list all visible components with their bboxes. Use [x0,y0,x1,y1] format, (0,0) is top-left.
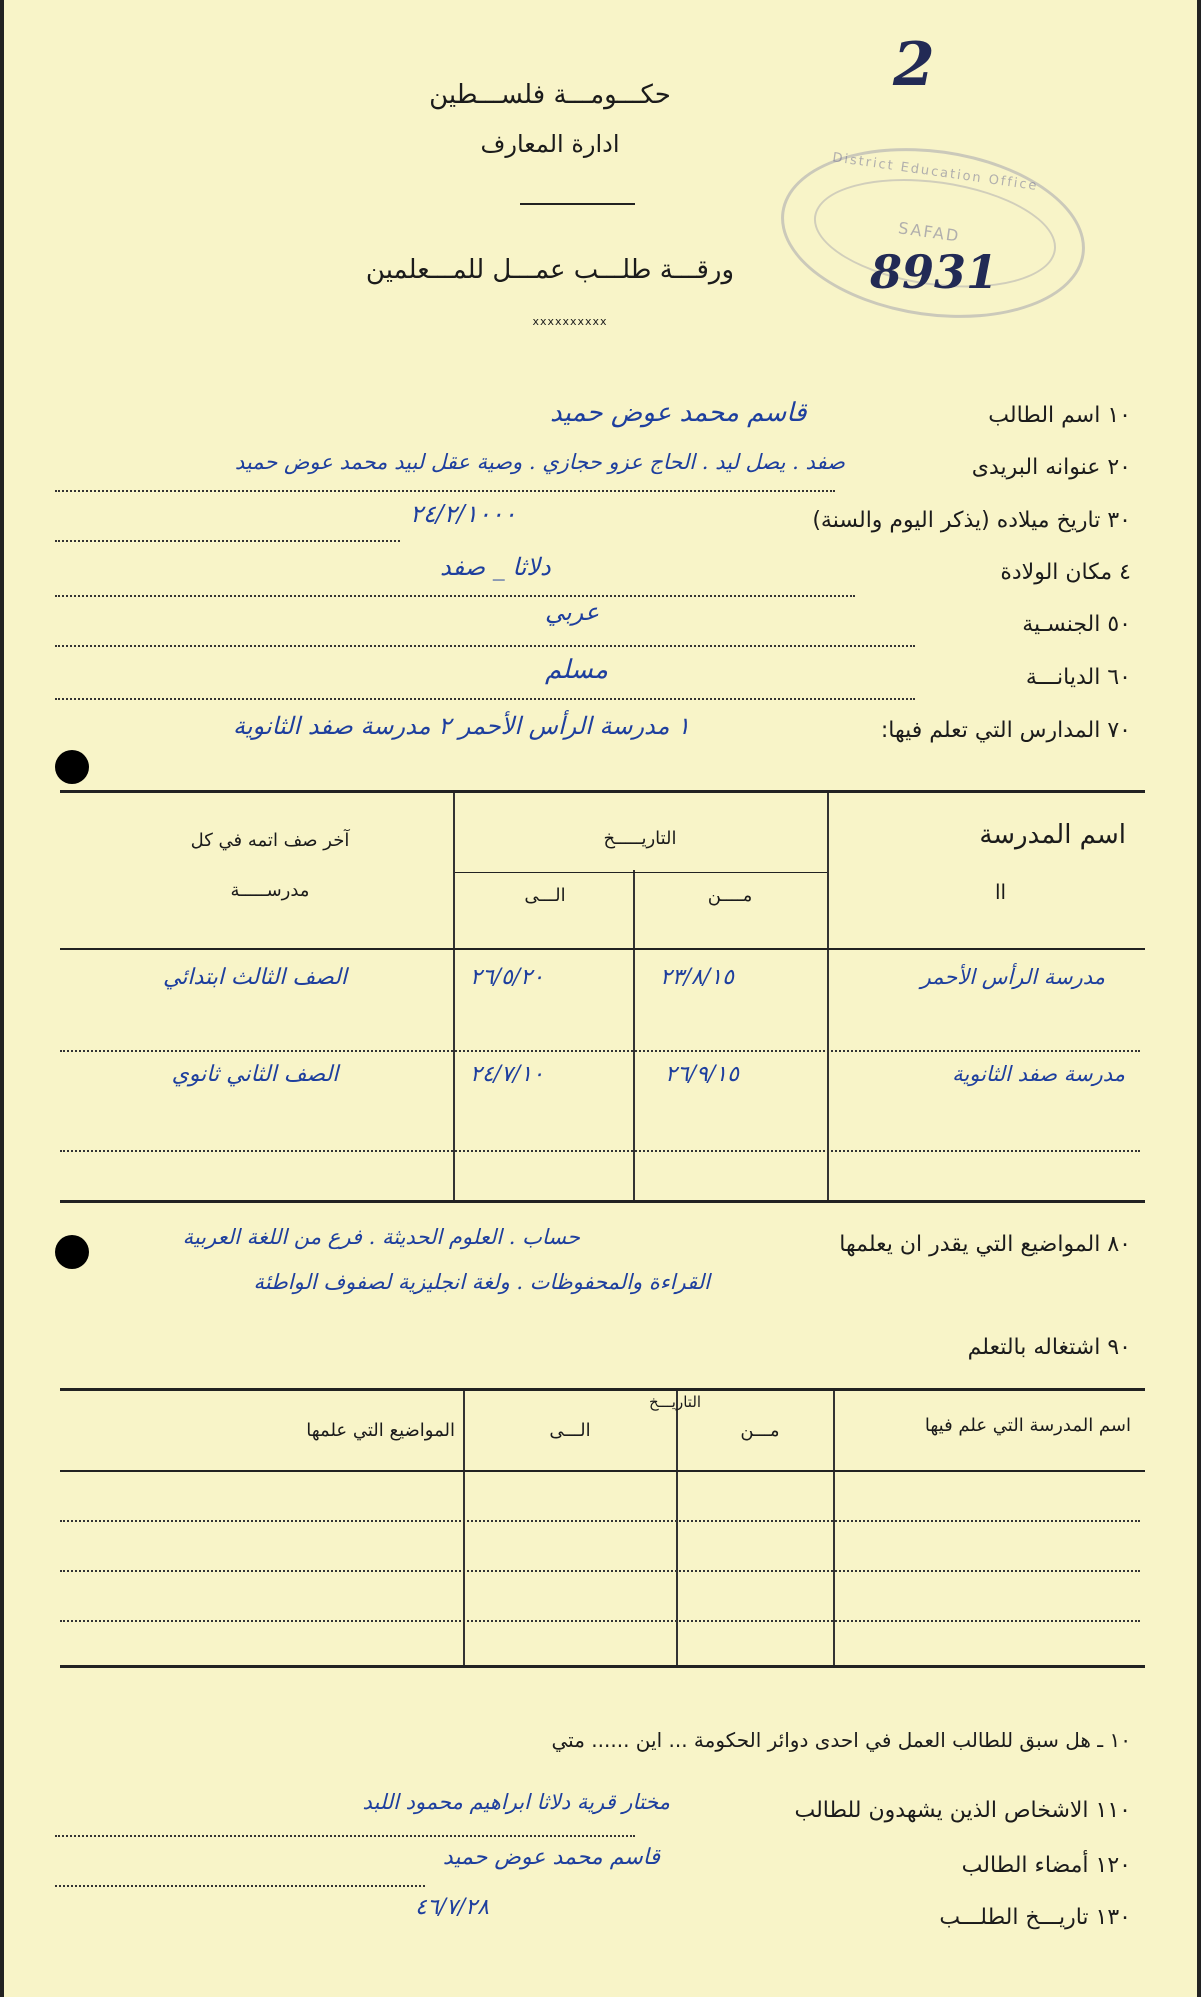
table2-row1-dots [60,1520,1140,1522]
punch-hole-bottom [55,1235,89,1269]
punch-hole-top [55,750,89,784]
table1-col-divider-2 [633,870,635,1203]
header-divider [520,203,635,205]
field-7-label: ٧٠ المدارس التي تعلم فيها: [880,718,1131,743]
field-5-dots [55,645,915,647]
table2-header-school: اسم المدرسة التي علم فيها [924,1415,1131,1436]
table1-row1-class: الصف الثالث ابتدائي [162,965,348,990]
table2-header-date: التاريـــخ [648,1393,702,1411]
table1-date-subdivider [455,872,827,873]
title-ornament: xxxxxxxxxx [532,315,608,328]
table1-header-last-class: آخر صف اتمه في كل [190,830,350,851]
header-department: ادارة المعارف [480,130,620,158]
field-3-dots [55,540,400,542]
table2-header-subjects: المواضيع التي علمها [306,1420,455,1441]
table1-header-school-mark: ll [995,880,1007,904]
table2-bottom-border [60,1665,1145,1668]
field-4-dots [55,595,855,597]
field-12-value: قاسم محمد عوض حميد [442,1845,660,1870]
table1-row3-dots [60,1150,1140,1152]
stamp-text: District Education Office [831,150,1040,195]
page-number: 2 [893,30,935,100]
table1-row2-class: الصف الثاني ثانوي [171,1062,339,1087]
field-11-dots [55,1835,635,1837]
field-4-label: ٤ مكان الولادة [1000,560,1131,585]
field-11-label: ١١٠ الاشخاص الذين يشهدون للطالب [794,1798,1131,1823]
table1-col-divider-1 [453,793,455,1203]
header-government: حكـــومـــة فلســـطين [429,80,671,110]
table2-header-to: الـــى [549,1420,591,1441]
field-5-value: عربي [545,598,600,626]
table2-row2-dots [60,1570,1140,1572]
table2-top-border [60,1388,1145,1391]
table1-header-from: مــــن [707,885,753,906]
field-2-label: ٢٠ عنوانه البريدى [971,455,1131,480]
field-13-label: ١٣٠ تاريـــخ الطلـــب [939,1905,1131,1930]
field-6-label: ٦٠ الديانـــة [1025,665,1131,690]
table1-row1-from: ٢٣/٨/١٥ [660,965,734,990]
right-edge [1197,0,1201,1997]
field-1-label: ١٠ اسم الطالب [988,403,1131,428]
field-10-label: ١٠ ـ هل سبق للطالب العمل في احدى دوائر الحكومة ... اين ...... متي [551,1728,1131,1752]
field-2-dots [55,490,835,492]
left-edge [0,0,4,1997]
office-stamp [770,130,1096,337]
reference-number: 8931 [870,245,999,299]
table1-row1-to: ٢٦/٥/٢٠ [470,965,544,990]
field-13-value: ٤٦/٧/٢٨ [415,1895,489,1920]
field-6-value: مسلم [545,655,609,685]
table1-top-border [60,790,1145,793]
table1-col-divider-3 [827,793,829,1203]
table1-header-to: الـــى [524,885,566,906]
table2-col-divider-2 [676,1391,678,1668]
field-5-label: ٥٠ الجنسـية [1022,612,1131,637]
stamp-city: SAFAD [897,218,962,246]
table1-row2-school: مدرسة صفد الثانوية [952,1062,1125,1086]
field-8-label: ٨٠ المواضيع التي يقدر ان يعلمها [839,1232,1131,1257]
table1-row2-to: ٢٤/٧/١٠ [470,1062,544,1087]
field-9-label: ٩٠ اشتغاله بالتعلم [967,1335,1131,1360]
table2-header-bottom-border [60,1470,1145,1472]
table1-row2-from: ٢٦/٩/١٥ [665,1062,739,1087]
form-title: ورقـــة طلـــب عمـــل للمـــعلمين [365,255,735,285]
field-4-value: دلاثا _ صفد [440,553,551,581]
field-11-value: مختار قرية دلاثا ابراهيم محمود اللبد [362,1790,670,1814]
field-3-value: ٢٤/٢/١٠٠٠ [410,500,517,528]
table1-bottom-border [60,1200,1145,1203]
table1-header-bottom-border [60,948,1145,950]
table1-header-date: التاريـــــخ [603,828,677,849]
field-12-label: ١٢٠ أمضاء الطالب [961,1853,1131,1878]
table2-col-divider-3 [833,1391,835,1668]
table2-row3-dots [60,1620,1140,1622]
field-2-value: صفد . يصل ليد . الحاج عزو حجازي . وصية عقل لبيد محمد عوض حميد [234,450,845,474]
table1-header-school: اسم المدرسة [979,820,1126,850]
field-3-label: ٣٠ تاريخ ميلاده (يذكر اليوم والسنة) [812,508,1131,533]
table1-header-last-class-2: مدرســـــة [230,880,310,901]
field-1-value: قاسم محمد عوض حميد [550,398,807,428]
field-6-dots [55,698,915,700]
field-12-dots [55,1885,425,1887]
field-8-value-line2: القراءة والمحفوظات . ولغة انجليزية لصفوف الواطئة [253,1270,710,1294]
field-8-value-line1: حساب . العلوم الحديثة . فرع من اللغة العربية [182,1225,580,1249]
table1-row1-dots [60,1050,1140,1052]
field-7-value: ١ مدرسة الرأس الأحمر ٢ مدرسة صفد الثانوية [233,712,690,740]
table1-row1-school: مدرسة الرأس الأحمر [920,965,1105,989]
table2-col-divider-1 [463,1391,465,1668]
table2-header-from: مـــن [740,1420,780,1441]
